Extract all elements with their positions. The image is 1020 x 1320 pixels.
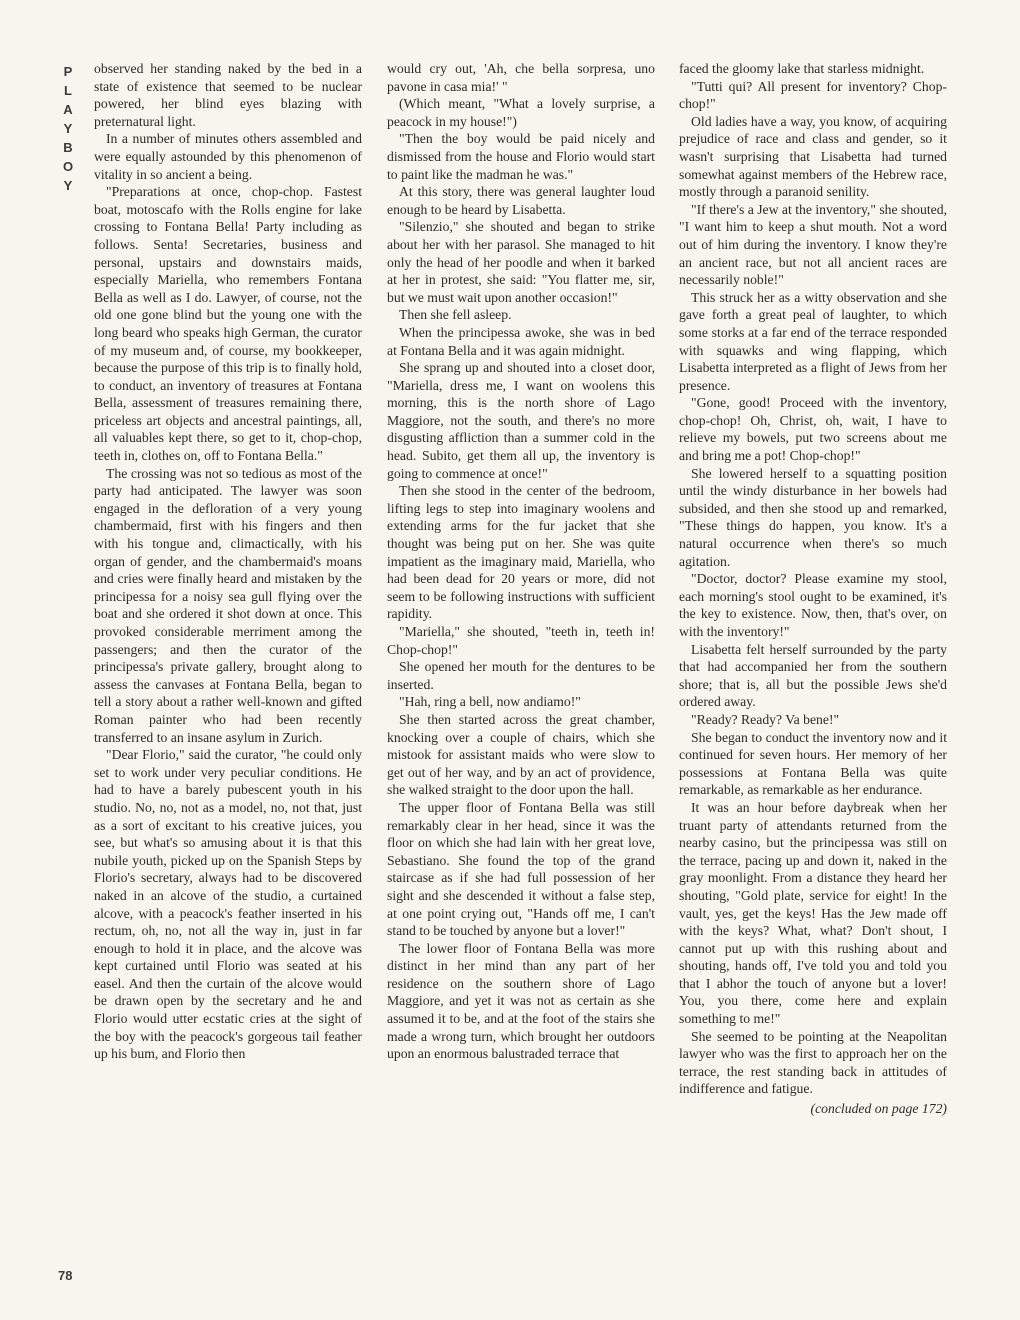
- text-column-1: [94, 60, 362, 1063]
- paragraph: "Preparations at once, chop-chop. Fastest boat, motoscafo with the Rolls engine for lake crossing to Fontana Bella! Party including as follows. Senta! Secretaries, business and personal, upstairs and downstairs maids, especially Mariella, who remembers Fontana Bella as well as I do. Lawyer, of course, not the old one gone blind but the young one with the long beard who speaks high German, the curator of my museum and, of course, my bookkeeper, because the purpose of this trip is to finally hold, to conduct, an inventory of treasures at Fontana Bella, assessment of treasures remaining there, priceless art objects and ancestral paintings, all, all valuables kept there, so get to it, chop-chop, teeth in, clothes on, off to Fontana Bella.": [94, 184, 362, 464]
- continuation-text: (concluded on page 172): [810, 1101, 947, 1117]
- section-letter: Y: [63, 178, 73, 193]
- continuation-note: [679, 1100, 947, 1118]
- paragraph: In a number of minutes others assembled and were equally astounded by this phenomenon of vitality in so ancient a being.: [94, 131, 362, 182]
- paragraph: She then started across the great chamber, knocking over a couple of chairs, which she mistook for assistant maids who were slow to get out of her way, and by an act of providence, she walked straight to the door upon the hall.: [387, 711, 655, 798]
- text-column-2: [387, 60, 655, 1063]
- section-letter: O: [62, 159, 74, 174]
- paragraph: Then she fell asleep.: [399, 307, 512, 323]
- section-letter: P: [63, 64, 73, 79]
- paragraph: "If there's a Jew at the inventory," she shouted, "I want him to keep a shut mouth. Not a word out of him during the inventory. I know they're an ancient race, but not all ancient races are necessarily noble!": [679, 201, 948, 288]
- text-column-3: [679, 60, 947, 1118]
- paragraph: "Dear Florio," said the curator, "he could only set to work under very peculiar conditions. He had to have a barely pubescent youth in his studio. No, no, not as a model, no, not that, just as a sort of excitant to his creative juices, you see, but what's so amusing about it is that this nubile youth, picked up on the Spanish Steps by Florio's secretary, always had to be discovered naked in an alcove of the studio, a curtained alcove, with a peacock's feather inserted in his rectum, oh, no, not all the way in, just in far enough to hold it in place, and the alcove was kept curtained until Florio was seated at his easel. And then the curtain of the alcove would be drawn open by the secretary and he and Florio would utter ecstatic cries at the sight of the boy with the peacock's gorgeous tail feather up his bum, and Florio then: [94, 747, 362, 1062]
- page-number: 78: [58, 1268, 73, 1283]
- paragraph: "Silenzio," she shouted and began to strike about her with her parasol. She managed to hit only the head of her poodle and when it barked at her in protest, she said: "You flatter me, sir, but we must wait upon another occasion!": [387, 219, 655, 305]
- paragraph: Lisabetta felt herself surrounded by the party that had accompanied her from the southern shore; that is, all but the possible Jews she'd ordered away.: [679, 641, 947, 710]
- paragraph: At this story, there was general laughter loud enough to be heard by Lisabetta.: [387, 184, 655, 217]
- magazine-section-label: [60, 62, 76, 195]
- paragraph: She began to conduct the inventory now and it continued for seven hours. Her memory of her possessions at Fontana Bella was quite remarkable, as remarkable as her endurance.: [679, 729, 947, 798]
- paragraph: faced the gloomy lake that starless midnight.: [679, 61, 925, 76]
- paragraph: "Hah, ring a bell, now andiamo!": [399, 694, 581, 710]
- paragraph: The crossing was not so tedious as most of the party had anticipated. The lawyer was soon engaged in the defloration of a very young chambermaid, first with his fingers and then with his tongue and, climactically, with his organ of gender, and the chambermaid's moans and cries were finally heard and mistaken by the principessa for a noisy sea gull flying over the boat and she ordered it shot down at once. This provoked considerable merriment among the passengers; and then the curator of the principessa's private gallery, brought along to assess the canvases at Fontana Bella, began to tell a story about a rather well-known and gifted Roman painter who had been recently transferred to an insane asylum in Zurich.: [94, 465, 362, 745]
- paragraph: When the principessa awoke, she was in bed at Fontana Bella and it was again midnight.: [387, 324, 655, 358]
- paragraph: She seemed to be pointing at the Neapolitan lawyer who was the first to approach her on the terrace, the rest standing back in attitudes of indifference and fatigue.: [679, 1028, 947, 1097]
- paragraph: "Tutti qui? All present for inventory? Chop-chop!": [679, 78, 947, 112]
- section-letter: A: [63, 102, 73, 117]
- paragraph: Then she stood in the center of the bedroom, lifting legs to step into imaginary woolens and extending arms for the fur jacket that she thought was being put on her. She was quite impatient as the imaginary maid, Mariella, who had been dead for 20 years or more, did not seem to be following instructions with sufficient rapidity.: [387, 483, 655, 622]
- paragraph: "Mariella," she shouted, "teeth in, teeth in! Chop-chop!": [387, 624, 655, 657]
- paragraph: "Doctor, doctor? Please examine my stool, each morning's stool ought to be examined, it's the key to existence. Now, then, that's over, on with the inventory!": [679, 571, 947, 639]
- paragraph: It was an hour before daybreak when her truant party of attendants returned from the nearby casino, but the principessa was still on the terrace, pacing up and down it, naked in the gray moonlight. From a distance they heard her shouting, "Gold plate, service for eight! In the vault, yes, get the keys! Has the Jew made off with the keys? What, what? Don't shout, I cannot put up with this rushing about and shouting, hands off, I've told you and told you that I abhor the touch of anyone but a lover! You, you there, come here and explain something to me!": [679, 799, 947, 1027]
- paragraph: She sprang up and shouted into a closet door, "Mariella, dress me, I want on woolens this morning, this is the north shore of Lago Maggiore, not the south, and there's no more disgusting affliction than a summer cold in the head. Subito, get them all up, the inventory is going to commence at once!": [387, 360, 655, 481]
- section-letter: Y: [63, 121, 73, 136]
- section-letter: L: [64, 83, 72, 98]
- paragraph: The upper floor of Fontana Bella was still remarkably clear in her head, since it was the floor on which she had lain with her great love, Sebastiano. She found the top of the grand staircase as if she had full possession of her sight and she descended it without a false step, at one point crying out, "Hands off me, I can't stand to be touched by anyone but a lover!": [387, 799, 655, 939]
- section-letter: B: [63, 140, 73, 155]
- paragraph: would cry out, 'Ah, che bella sorpresa, uno pavone in casa mia!' ": [387, 61, 655, 94]
- paragraph: She lowered herself to a squatting position until the windy disturbance in her bowels had subsided, and then she stood up and remarked, "These things do happen, you know. It's a natural occurrence when there's so much agitation.: [679, 465, 947, 569]
- paragraph: observed her standing naked by the bed in a state of existence that seemed to be nuclear powered, her blind eyes blazing with preternatural light.: [94, 61, 362, 129]
- paragraph: (Which meant, "What a lovely surprise, a peacock in my house!"): [387, 96, 655, 129]
- paragraph: "Then the boy would be paid nicely and dismissed from the house and Florio would start to paint like the madman he was.": [387, 131, 655, 182]
- paragraph: "Ready? Ready? Va bene!": [691, 711, 840, 727]
- paragraph: The lower floor of Fontana Bella was more distinct in her mind than any part of her residence on the southern shore of Lago Maggiore, and yet it was not as certain as she assumed it to be, and at the foot of the stairs she made a wrong turn, which brought her outdoors upon an enormous balustraded terrace that: [387, 940, 655, 1062]
- paragraph: This struck her as a witty observation and she gave forth a great peal of laughter, to which some storks at a far end of the terrace responded with squawks and wing flapping, which Lisabetta interpreted as a flight of Jews from her presence.: [679, 289, 947, 393]
- paragraph: "Gone, good! Proceed with the inventory, chop-chop! Oh, Christ, oh, wait, I have to relieve my bowels, put two screens about me and bring me a pot! Chop-chop!": [679, 395, 947, 464]
- paragraph: Old ladies have a way, you know, of acquiring prejudice of race and class and gender, so it wasn't surprising that Lisabetta had turned somewhat against members of the Hebrew race, mostly through a paranoid senility.: [679, 113, 947, 200]
- paragraph: She opened her mouth for the dentures to be inserted.: [387, 659, 655, 692]
